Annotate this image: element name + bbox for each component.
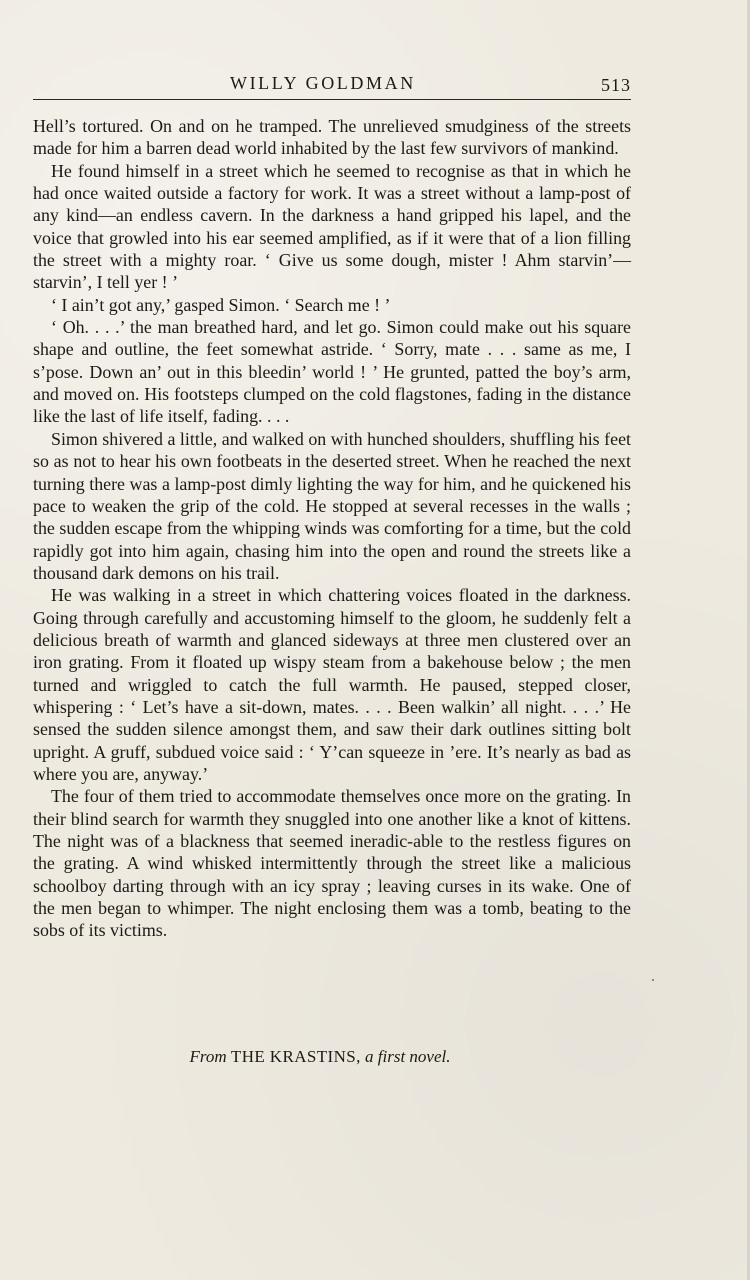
paragraph-6: He was walking in a street in which chattering voices floated in the darkness. Going through carefully and accustoming himself to the gloom, he suddenly felt a delicious breath of warmth and glanced sideways at three men clustered over an iron grating. From it floated up wispy steam from a bakehouse below ; the men turned and wriggled to catch the full warmth. He paused, stepped closer, whispering : ‘ Let’s have a sit-down, mates. . . . Been walkin’ all night. . . .’ He sensed the sudden silence amongst them, and saw their dark outlines sitting bolt upright. A gruff, subdued voice said : ‘ Y’can squeeze in ’ere. It’s nearly as bad as where you are, anyway.’ [33, 585, 631, 784]
paragraph-3: ‘ I ain’t got any,’ gasped Simon. ‘ Search me ! ’ [51, 294, 391, 315]
story-text [33, 115, 631, 942]
paragraph-5: Simon shivered a little, and walked on with hunched shoulders, shuffling his feet so as not to hear his own footbeats in the deserted street. When he reached the next turning there was a lamp-post dimly lighting the way for him, and he quickened his pace to weaken the grip of the cold. He stopped at several recesses in the walls ; the sudden escape from the whipping winds was comforting for a time, but the cold rapidly got into him again, chasing him into the open and round the streets like a thousand dark demons on his trail. [33, 428, 631, 583]
paragraph-4: ‘ Oh. . . .’ the man breathed hard, and let go. Simon could make out his square shape and outline, the feet somewhat astride. ‘ Sorry, mate . . . same as me, I s’pose. Down an’ out in this bleedin’ world ! ’ He grunted, patted the boy’s arm, and moved on. His footsteps clumped on the cold flagstones, fading in the distance like the last of life itself, fading. . . . [33, 317, 631, 427]
paragraph-2: He found himself in a street which he seemed to recognise as that in which he had once waited outside a factory for work. It was a street without a lamp-post of any kind—an endless cavern. In the darkness a hand gripped his lapel, and the voice that growled into his ear seemed amplified, as if it were that of a lion filling the street with a mighty roar. ‘ Give us some dough, mister ! Ahm starvin’—starvin’, I tell yer ! ’ [33, 160, 631, 293]
paragraph-1: Hell’s tortured. On and on he tramped. The unrelieved smudginess of the streets made for him a barren dead world inhabited by the last few survivors of mankind. [33, 116, 631, 159]
source-prefix: From [189, 1047, 227, 1066]
page-number: 513 [601, 75, 631, 95]
source-title: THE KRASTINS, [230, 1047, 361, 1066]
source-citation [0, 1047, 640, 1067]
paragraph-7: The four of them tried to accommodate themselves once more on the grating. In their blind search for warmth they snuggled into one another like a knot of kittens. The night was of a blackness that seemed ineradic-able to the restless figures on the grating. A wind whisked intermittently through the street like a malicious schoolboy darting through with an icy spray ; leaving curses in its wake. One of the men began to whimper. The night enclosing them was a tomb, beating to the sobs of its victims. [33, 786, 631, 941]
ink-speck [652, 979, 654, 981]
running-header [33, 67, 631, 100]
running-title: WILLY GOLDMAN [230, 73, 416, 93]
source-suffix: a first novel. [365, 1047, 451, 1066]
